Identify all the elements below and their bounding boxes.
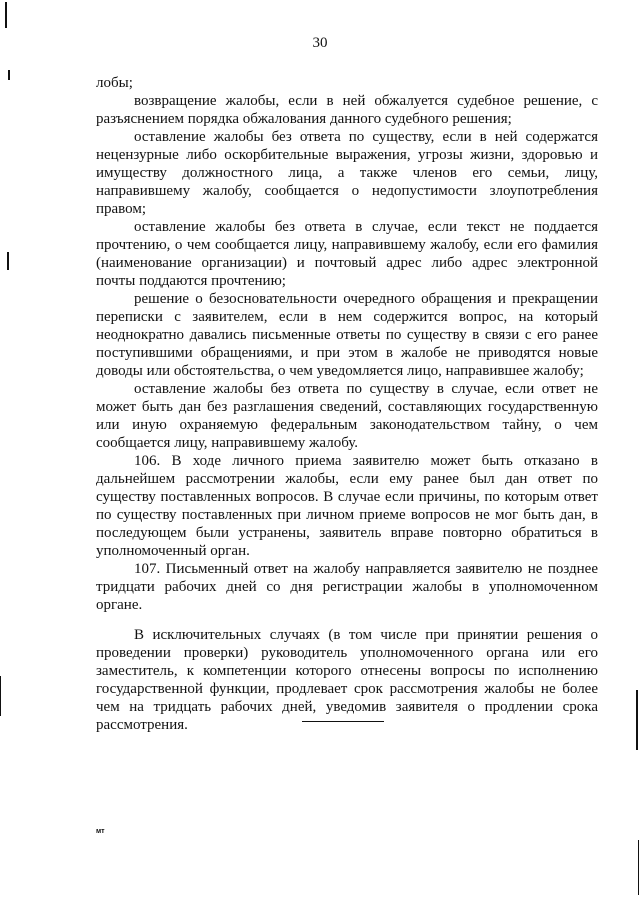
paragraph-repeated-appeal: решение о безосновательности очередного обращения и прекращении переписки с заявителем, если в нем содержится вопрос, на который неоднократно давались письменные ответы по существу в связи с его ранее поступившими обращениями, и при этом в жалобе не приводятся новые доводы или обстоятельства, о чем уведомляется лицо, направившее жалобу; bbox=[96, 291, 598, 379]
paragraph-return-complaint: возвращение жалобы, если в ней обжалуется судебное решение, с разъяснением порядка обжалования данного судебного решения; bbox=[96, 93, 598, 127]
scan-edge-mark bbox=[5, 2, 7, 28]
scan-edge-mark bbox=[8, 70, 10, 80]
scan-edge-mark bbox=[636, 690, 638, 750]
paragraph-107: 107. Письменный ответ на жалобу направляется заявителю не позднее тридцати рабочих дней со дня регистрации жалобы в уполномоченном органе. bbox=[96, 561, 598, 613]
footer-mark: мт bbox=[96, 828, 105, 835]
paragraph-exceptional-cases: В исключительных случаях (в том числе при принятии решения о проведении проверки) руководитель уполномоченного органа или его заместитель, к компетенции которого отнесены вопросы по исполнению государственной функции, продлевает срок рассмотрения жалобы не более чем на тридцать рабочих дней, уведомив заявителя о продлении срока рассмотрения. bbox=[96, 627, 598, 733]
paragraph-secret-information: оставление жалобы без ответа по существу в случае, если ответ не может быть дан без разглашения сведений, составляющих государственную или иную охраняемую федеральным законодательством тайну, о чем сообщается лицу, направившему жалобу. bbox=[96, 381, 598, 451]
paragraph-unreadable-text: оставление жалобы без ответа в случае, если текст не поддается прочтению, о чем сообщается лицу, направившему жалобу, если его фамилия (наименование организации) и почтовый адрес либо адрес электронной почты поддаются прочтению; bbox=[96, 219, 598, 289]
body-text bbox=[96, 74, 598, 734]
paragraph-obscene-language: оставление жалобы без ответа по существу, если в ней содержатся нецензурные либо оскорбительные выражения, угрозы жизни, здоровью и имуществу должностного лица, а также членов его семьи, лицу, направившему жалобу, сообщается о недопустимости злоупотребления правом; bbox=[96, 129, 598, 217]
scan-edge-mark bbox=[0, 676, 1, 716]
end-divider-line bbox=[302, 721, 384, 722]
scan-edge-mark bbox=[638, 840, 639, 895]
page-number: 30 bbox=[312, 35, 328, 51]
paragraph-106: 106. В ходе личного приема заявителю может быть отказано в дальнейшем рассмотрении жалобы, если ему ранее был дан ответ по существу поставленных вопросов. В случае если причины, по которым ответ по существу поставленных при личном приеме вопросов не мог быть дан, в последующем были устранены, заявитель вправе повторно обратиться в уполномоченный орган. bbox=[96, 453, 598, 559]
scan-edge-mark bbox=[7, 252, 9, 270]
paragraph-continuation: лобы; bbox=[96, 75, 133, 91]
